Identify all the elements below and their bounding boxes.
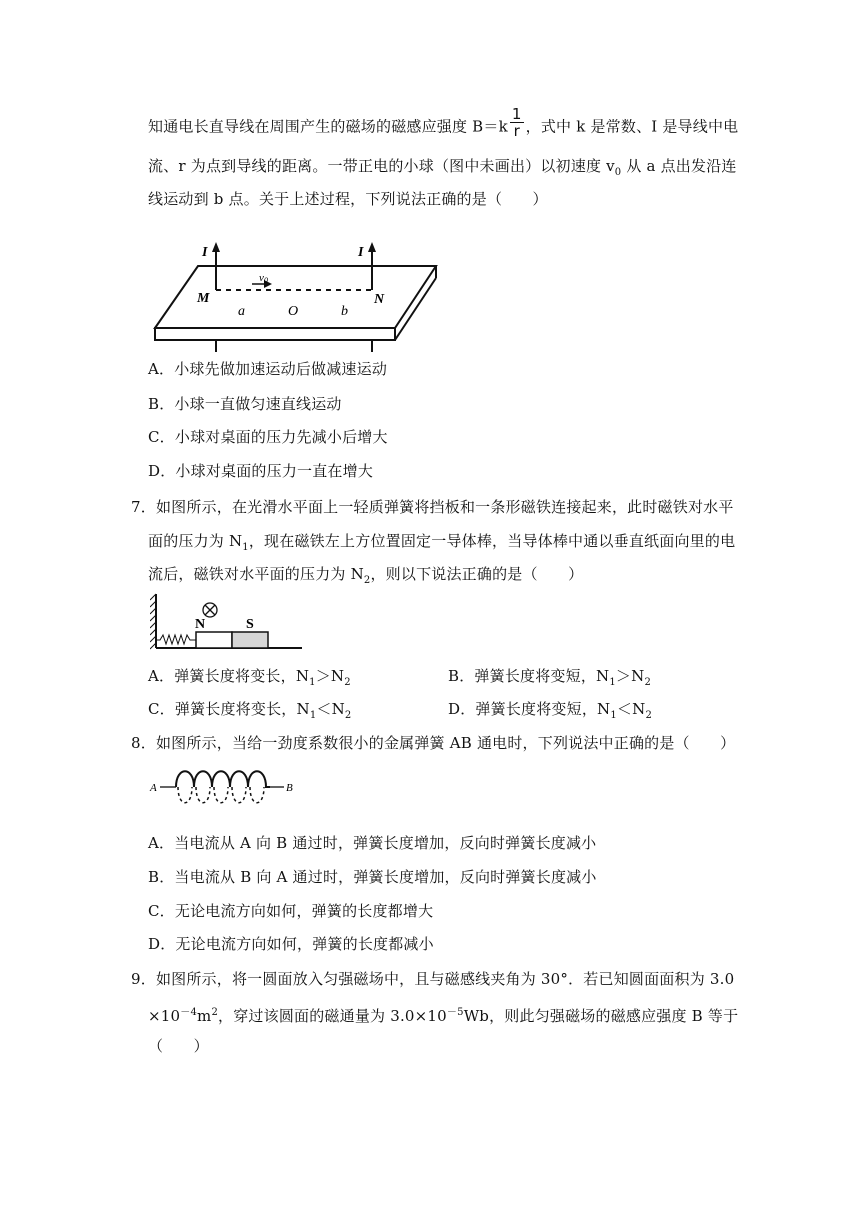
q9-line-3: （ ）: [148, 1037, 209, 1055]
right-wire-arrow: [368, 242, 376, 252]
option-text: A．弹簧长度将变长，N: [148, 667, 310, 685]
label-O: O: [288, 304, 299, 319]
q6-text: 从 a 点出发沿连: [621, 157, 737, 175]
magnet-north-half: [196, 632, 232, 648]
q9-text: 如图所示，将一圆面放入匀强磁场中，且与磁感线夹角为 30°．若已知圆面面积为 3.0: [155, 970, 735, 988]
q9-line-1: [131, 969, 734, 989]
coil-front-loops: [176, 771, 270, 787]
label-b: b: [341, 304, 348, 319]
table-front: [155, 328, 395, 340]
velocity-label: v0: [259, 272, 268, 285]
magnet-south-half: [232, 632, 268, 648]
subscript: 2: [344, 710, 352, 721]
option-text: ＞N: [615, 667, 645, 685]
question-number: 9．: [131, 970, 156, 988]
option-text: B．弹簧长度将变短，N: [448, 667, 610, 685]
coil-back-loops: [178, 787, 264, 803]
spring: [156, 635, 196, 644]
subscript: 2: [363, 575, 371, 586]
label-N: N: [195, 617, 206, 632]
q6-text: 知通电长直导线在周围产生的磁场的磁感应强度 B＝k: [148, 117, 508, 136]
label-N: N: [374, 292, 385, 307]
left-wire-arrow: [212, 242, 220, 252]
q6-line-2: [148, 156, 737, 183]
label-S: S: [246, 617, 254, 632]
q8-figure-coil-spring: [148, 762, 298, 812]
subscript: 1: [309, 710, 317, 721]
label-A: A: [150, 782, 157, 794]
q7-line-1: [131, 497, 734, 517]
option-text: ＞N: [315, 667, 345, 685]
question-number: 8．: [131, 734, 156, 752]
fraction-numerator: 1: [511, 105, 522, 123]
q8-option-c: C．无论电流方向如何，弹簧的长度都增大: [148, 902, 434, 920]
q9-text: ，穿过该圆面的磁通量为 3.0×10: [218, 1007, 447, 1025]
q6-option-b: B．小球一直做匀速直线运动: [148, 395, 342, 413]
subscript: 2: [645, 710, 653, 721]
option-text: ＜N: [616, 700, 646, 718]
q7-figure-spring-magnet: [150, 592, 304, 652]
q8-text: 如图所示，当给一劲度系数很小的金属弹簧 AB 通电时，下列说法中正确的是（ ）: [155, 734, 736, 752]
q6-option-a: A．小球先做加速运动后做减速运动: [148, 360, 388, 378]
option-text: D．弹簧长度将变短，N: [448, 700, 611, 718]
q9-text: m: [197, 1007, 212, 1025]
subscript: 1: [309, 677, 316, 688]
q9-text: ×10: [148, 1007, 181, 1025]
option-text: C．弹簧长度将变长，N: [148, 700, 310, 718]
q7-text: 面的压力为 N: [148, 532, 243, 550]
question-number: 7．: [131, 498, 156, 516]
subscript: 1: [242, 542, 249, 553]
subscript: 2: [644, 677, 652, 688]
superscript: －4: [180, 1007, 198, 1018]
superscript: －5: [446, 1007, 464, 1018]
q6-text: ，式中 k 是常数、I 是导线中电: [525, 117, 739, 136]
q9-line-2: [148, 1003, 738, 1026]
q6-line-1: [148, 105, 739, 140]
q9-text: Wb，则此匀强磁场的磁感应强度 B 等于: [463, 1007, 739, 1025]
q7-text: ，则以下说法正确的是（ ）: [370, 565, 584, 583]
current-label-left: I: [202, 245, 208, 260]
fraction-denominator: r: [513, 122, 520, 140]
subscript: 1: [609, 677, 616, 688]
q7-line-2: [148, 531, 735, 558]
subscript: 2: [344, 677, 351, 688]
q8-option-a: A．当电流从 A 向 B 通过时，弹簧长度增加，反向时弹簧长度减小: [148, 834, 597, 852]
q7-option-d: [448, 699, 652, 726]
q7-option-c: [148, 699, 351, 726]
current-label-right: I: [358, 245, 364, 260]
option-text: ＜N: [316, 700, 345, 718]
subscript: 0: [614, 167, 622, 178]
label-M: M: [197, 291, 210, 306]
q7-line-3: [148, 564, 583, 591]
q7-text: 流后，磁铁对水平面的压力为 N: [148, 565, 364, 583]
q6-figure-parallel-wires: [150, 232, 440, 354]
q6-line-3: 线运动到 b 点。关于上述过程，下列说法正确的是（ ）: [148, 190, 548, 208]
label-a: a: [238, 304, 245, 319]
q8-option-d: D．无论电流方向如何，弹簧的长度都减小: [148, 935, 434, 953]
q7-option-a: [148, 666, 351, 693]
superscript: 2: [211, 1007, 219, 1018]
q6-option-c: C．小球对桌面的压力先减小后增大: [148, 428, 388, 446]
q8-line-1: [131, 733, 735, 753]
fraction-1-over-r: [510, 106, 524, 139]
q7-text: 如图所示，在光滑水平面上一轻质弹簧将挡板和一条形磁铁连接起来，此时磁铁对水平: [155, 498, 734, 516]
q6-text: 流、r 为点到导线的距离。一带正电的小球（图中未画出）以初速度 v: [148, 157, 615, 175]
q7-text: ，现在磁铁左上方位置固定一导体棒，当导体棒中通以垂直纸面向里的电: [248, 532, 736, 550]
subscript: 1: [610, 710, 617, 721]
label-B: B: [286, 782, 293, 794]
q7-option-b: [448, 666, 651, 693]
q8-option-b: B．当电流从 B 向 A 通过时，弹簧长度增加，反向时弹簧长度减小: [148, 868, 597, 886]
q6-option-d: D．小球对桌面的压力一直在增大: [148, 462, 374, 480]
